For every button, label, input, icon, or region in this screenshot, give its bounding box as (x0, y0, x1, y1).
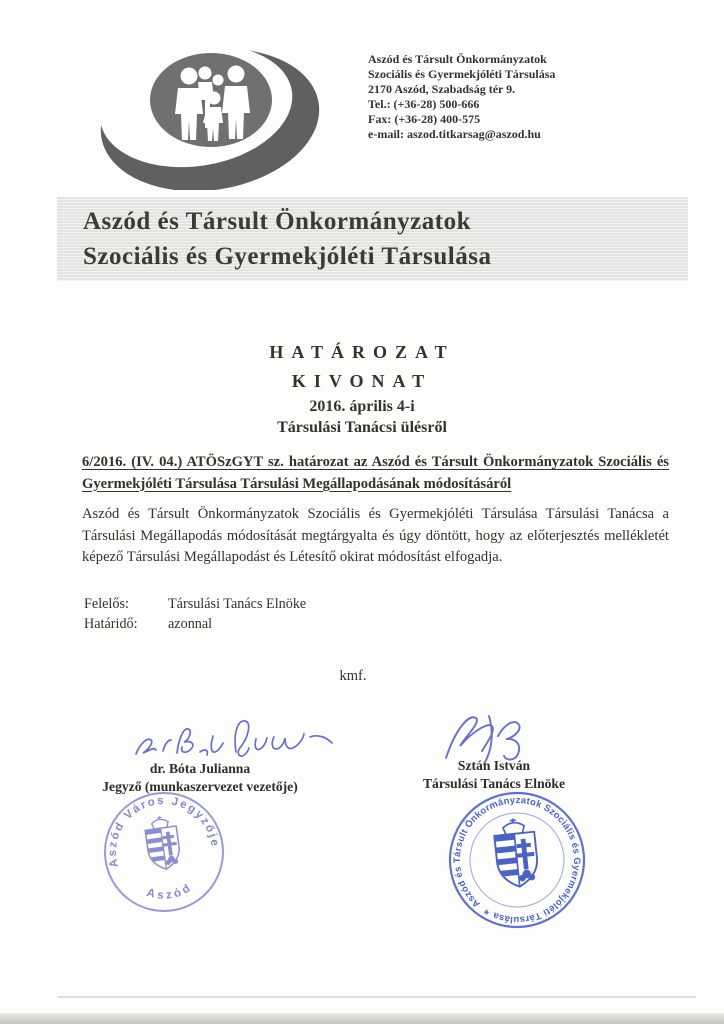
title-session: Társulási Tanácsi ülésről (277, 419, 447, 436)
resolution-body: Aszód és Társult Önkormányzatok Szociális és Gyermekjóléti Társulása Társulási Tanácsa a Társulási Megállapodás módosítását megtárgyalta és úgy döntött, hogy az előterjesztés mellékletét képező Társulási Megállapodást és Létesítő okirat módosítást elfogadja. (82, 506, 669, 565)
contact-line: e-mail: aszod.titkarsag@aszod.hu (368, 126, 541, 141)
org-title-banner (57, 197, 688, 281)
title-hatarozat: HATÁROZAT (269, 342, 455, 362)
family-figures (150, 53, 272, 147)
letterhead-contact (368, 52, 555, 141)
responsible-row (84, 595, 306, 615)
resolution-heading: 6/2016. (IV. 04.) ATÖSzGYT sz. határozat az Aszód és Társult Önkormányzatok Szociális és Gyermekjóléti Társulása Társulási Megállapodásának módosításáról (82, 454, 669, 492)
signer-title: Jegyző (munkaszervezet vezetője) (102, 778, 298, 794)
family-logo-icon (84, 18, 328, 190)
title-date: 2016. április 4-i (309, 398, 415, 415)
coat-of-arms (493, 816, 540, 888)
round-stamp-tarsulas-icon (433, 778, 601, 942)
stamp-bottom-text: Aszód (145, 881, 195, 902)
contact-line: Szociális és Gyermekjóléti Társulása (368, 66, 556, 81)
scan-artifact-bottom-edge (0, 1013, 724, 1024)
signer-name: dr. Bóta Julianna (149, 761, 251, 776)
contact-line: 2170 Aszód, Szabadság tér 9. (368, 81, 516, 96)
document-title-block (0, 338, 724, 438)
responsible-value: Társulási Tanács Elnöke (168, 596, 307, 612)
contact-line: Aszód és Társult Önkormányzatok (368, 52, 547, 66)
scan-artifact-line (58, 996, 696, 998)
org-title-line2: Szociális és Gyermekjóléti Társulása (83, 243, 492, 270)
deadline-row (84, 615, 306, 635)
coat-of-arms (143, 814, 181, 871)
svg-text:Aszód (144, 881, 196, 905)
title-kivonat: KIVONAT (291, 371, 433, 391)
round-stamp-jegyzo-icon (88, 779, 240, 925)
stamp-ring-text: Aszód Város Jegyzője (106, 794, 221, 869)
responsible-label: Felelős: (84, 596, 129, 612)
signer-name: Sztán István (457, 758, 531, 773)
deadline-label: Határidő: (84, 615, 138, 632)
resolution-meta (84, 595, 306, 634)
kmf-closing: kmf. (339, 668, 367, 684)
signer-title: Társulási Tanács Elnöke (422, 775, 566, 791)
stamp-ring-text: Aszód és Társult Önkormányzatok Szociális és Gyermekjóléti Társulása ✶ (450, 793, 584, 927)
contact-line: Fax: (+36-28) 400-575 (368, 111, 481, 126)
org-title-line1: Aszód és Társult Önkormányzatok (83, 208, 471, 235)
deadline-value: azonnal (168, 615, 213, 632)
contact-line: Tel.: (+36-28) 500-666 (368, 96, 480, 111)
